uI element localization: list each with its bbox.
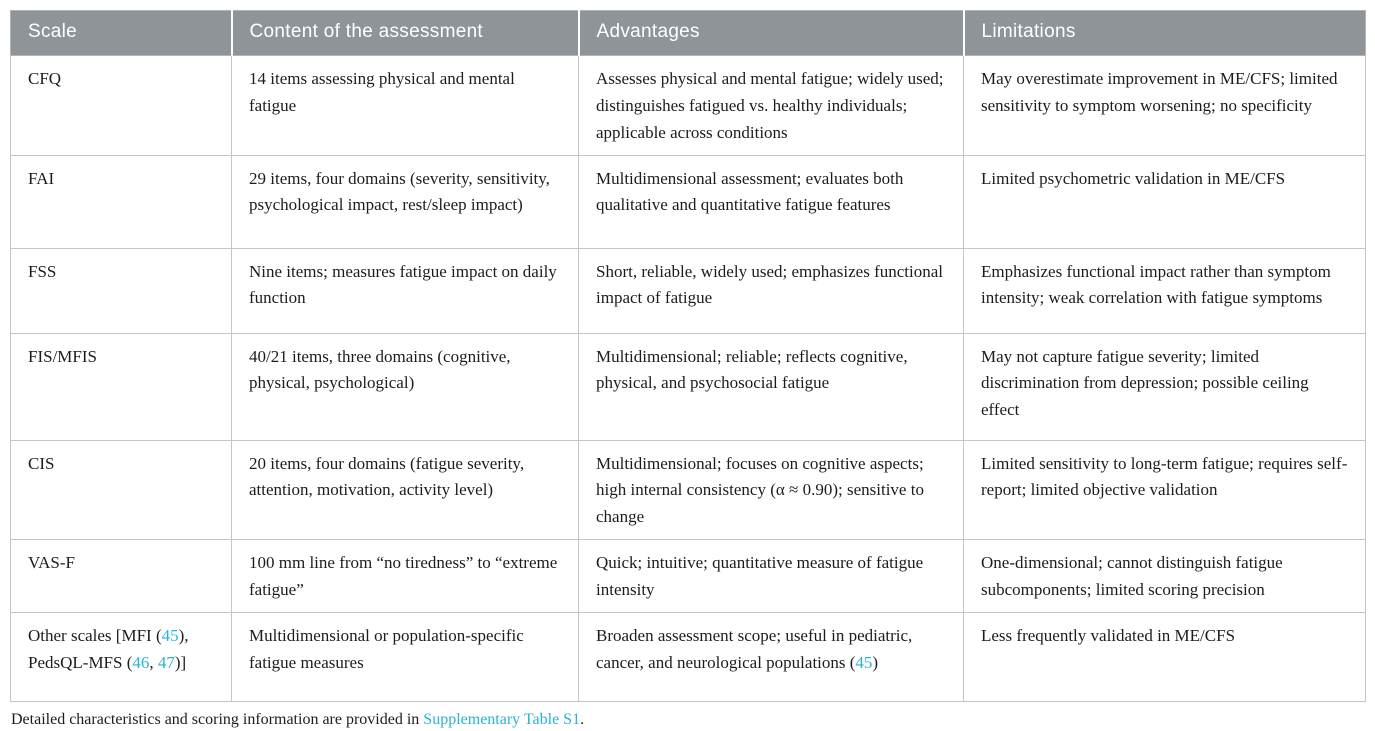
advantages-cell <box>579 612 964 701</box>
text-fragment: 14 items assessing physical and mental fatigue <box>249 69 515 115</box>
text-fragment: Less frequently validated in ME/CFS <box>981 625 1236 645</box>
text-fragment: Emphasizes functional impact rather than symptom intensity; weak correlation with fatigue symptoms <box>981 261 1331 308</box>
text-fragment: Assesses physical and mental fatigue; widely used; distinguishes fatigued vs. healthy individuals; applicable across conditions <box>596 69 944 142</box>
table-row-cis <box>11 440 1366 540</box>
text-fragment: One-dimensional; cannot distinguish fatigue subcomponents; limited scoring precision <box>981 553 1283 600</box>
text-fragment: 40/21 items, three domains (cognitive, physical, psychological) <box>249 346 511 393</box>
limitations-cell <box>964 333 1366 440</box>
text-fragment: ) <box>872 652 879 672</box>
text-fragment: Detailed characteristics and scoring information are provided in <box>11 710 424 728</box>
text-fragment: FSS <box>28 261 57 281</box>
content-cell <box>232 248 579 333</box>
citation-link[interactable]: 45 <box>161 625 179 645</box>
content-cell <box>232 540 579 613</box>
table-row-other-scales <box>11 612 1366 701</box>
scale-cell <box>11 540 232 613</box>
text-fragment: FAI <box>28 168 55 188</box>
scale-cell <box>11 440 232 540</box>
scale-cell <box>11 612 232 701</box>
text-fragment: 20 items, four domains (fatigue severity, attention, motivation, activity level) <box>249 453 525 500</box>
content-cell <box>232 333 579 440</box>
column-header-scale: Scale <box>11 11 232 56</box>
text-fragment: Multidimensional or population-specific fatigue measures <box>249 625 524 672</box>
text-fragment: Quick; intuitive; quantitative measure of fatigue intensity <box>596 553 924 600</box>
text-fragment: , <box>149 652 158 672</box>
content-cell <box>232 440 579 540</box>
advantages-cell <box>579 333 964 440</box>
text-fragment: Broaden assessment scope; useful in pediatric, cancer, and neurological populations ( <box>596 625 913 672</box>
scale-cell <box>11 155 232 248</box>
content-cell <box>232 56 579 156</box>
text-fragment: VAS-F <box>28 553 75 573</box>
advantages-cell <box>579 540 964 613</box>
header-row <box>11 11 1366 56</box>
citation-link[interactable]: 46 <box>132 652 150 672</box>
column-header-content: Content of the assessment <box>232 11 579 56</box>
fatigue-scales-table <box>10 10 1366 702</box>
table-row-vas-f <box>11 540 1366 613</box>
table-row-fss <box>11 248 1366 333</box>
table-header <box>11 11 1366 56</box>
text-fragment: Multidimensional; focuses on cognitive aspects; high internal consistency (α ≈ 0.90); sensitive to change <box>596 453 924 527</box>
table-row-fai <box>11 155 1366 248</box>
text-fragment: 29 items, four domains (severity, sensitivity, psychological impact, rest/sleep impact) <box>249 168 550 215</box>
table-row-cfq <box>11 56 1366 156</box>
limitations-cell <box>964 155 1366 248</box>
advantages-cell <box>579 440 964 540</box>
advantages-cell <box>579 248 964 333</box>
text-fragment: )] <box>174 652 187 672</box>
scale-cell <box>11 56 232 156</box>
text-fragment: Limited psychometric validation in ME/CFS <box>981 168 1286 188</box>
column-header-advantages: Advantages <box>579 11 964 56</box>
table-footnote <box>11 709 1365 731</box>
text-fragment: Limited sensitivity to long-term fatigue; requires self-report; limited objective validation <box>981 453 1348 500</box>
table-row-fis-mfis <box>11 333 1366 440</box>
text-fragment: . <box>580 710 585 728</box>
text-fragment: Multidimensional assessment; evaluates both qualitative and quantitative fatigue features <box>596 168 904 215</box>
column-header-limitations: Limitations <box>964 11 1366 56</box>
content-cell <box>232 155 579 248</box>
citation-link[interactable]: Supplementary Table S1 <box>423 710 581 728</box>
advantages-cell <box>579 155 964 248</box>
text-fragment: CIS <box>28 453 55 473</box>
limitations-cell <box>964 612 1366 701</box>
text-fragment: May overestimate improvement in ME/CFS; limited sensitivity to symptom worsening; no specificity <box>981 69 1338 115</box>
advantages-cell <box>579 56 964 156</box>
text-fragment: Other scales [MFI ( <box>28 625 162 645</box>
citation-link[interactable]: 45 <box>855 652 873 672</box>
text-fragment: 100 mm line from “no tiredness” to “extreme fatigue” <box>249 553 558 600</box>
text-fragment: Nine items; measures fatigue impact on daily function <box>249 261 557 308</box>
text-fragment: Short, reliable, widely used; emphasizes functional impact of fatigue <box>596 261 943 308</box>
text-fragment: FIS/MFIS <box>28 346 97 366</box>
limitations-cell <box>964 440 1366 540</box>
table-body <box>11 56 1366 702</box>
scale-cell <box>11 333 232 440</box>
content-cell <box>232 612 579 701</box>
text-fragment: ), PedsQL-MFS ( <box>28 625 189 672</box>
text-fragment: CFQ <box>28 69 62 88</box>
limitations-cell <box>964 540 1366 613</box>
limitations-cell <box>964 248 1366 333</box>
limitations-cell <box>964 56 1366 156</box>
scale-cell <box>11 248 232 333</box>
text-fragment: May not capture fatigue severity; limited discrimination from depression; possible ceiling effect <box>981 346 1309 420</box>
text-fragment: Multidimensional; reliable; reflects cognitive, physical, and psychosocial fatigue <box>596 346 908 393</box>
citation-link[interactable]: 47 <box>157 652 175 672</box>
